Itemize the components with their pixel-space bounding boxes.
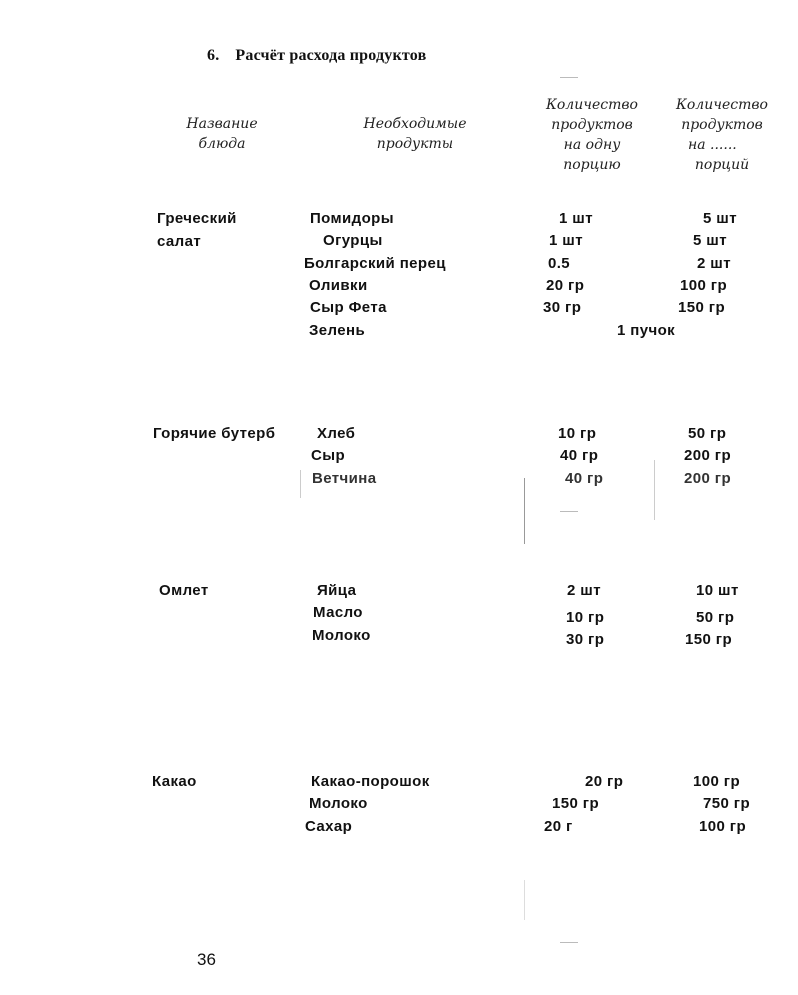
qty-one-portion: 10 гр xyxy=(558,425,597,442)
scan-mark xyxy=(300,470,301,498)
qty-n-portions: 750 гр xyxy=(703,795,751,812)
qty-one-portion: 1 шт xyxy=(559,210,593,227)
dish-name: Омлет xyxy=(159,582,209,599)
qty-one-portion: 1 шт xyxy=(549,232,583,249)
header-per-portion: Количество продуктов на одну порцию xyxy=(546,97,638,173)
qty-one-portion: 150 гр xyxy=(552,795,600,812)
product-name: Молоко xyxy=(309,795,368,812)
qty-n-portions: 100 гр xyxy=(699,818,747,835)
product-name: Сыр xyxy=(311,447,346,464)
qty-n-portions: 5 шт xyxy=(693,232,727,249)
product-name: Сыр Фета xyxy=(310,299,387,316)
scan-mark xyxy=(524,478,525,544)
dish-name: Какао xyxy=(152,773,197,790)
product-name: Зелень xyxy=(309,322,366,339)
qty-one-portion: 20 гр xyxy=(585,773,624,790)
qty-one-portion: 40 гр xyxy=(560,447,599,464)
product-name: Оливки xyxy=(309,277,368,294)
qty-n-portions: 2 шт xyxy=(697,255,731,272)
header-per-n-portions: Количество продуктов на ...... порций xyxy=(676,97,768,173)
qty-n-portions: 5 шт xyxy=(703,210,737,227)
product-name: Сахар xyxy=(305,818,353,835)
qty-n-portions: 200 гр xyxy=(684,470,732,487)
qty-n-portions: 150 гр xyxy=(678,299,726,316)
qty-one-portion: 30 гр xyxy=(566,631,605,648)
section-title: Расчёт расхода продуктов xyxy=(235,47,427,64)
qty-one-portion: 40 гр xyxy=(565,470,604,487)
header-dish: Название блюда xyxy=(186,116,258,152)
product-name: Яйца xyxy=(317,582,357,599)
header-products: Необходимые продукты xyxy=(363,116,467,152)
product-name: Масло xyxy=(313,604,363,621)
qty-one-portion: 30 гр xyxy=(543,299,582,316)
dish-name: Греческий xyxy=(157,210,237,227)
scan-mark xyxy=(560,942,578,943)
qty-one-portion: 20 гр xyxy=(546,277,585,294)
qty-one-portion: 2 шт xyxy=(567,582,601,599)
qty-combined: 1 пучок xyxy=(617,322,676,339)
dish-name: салат xyxy=(157,233,202,250)
qty-n-portions: 50 гр xyxy=(696,609,735,626)
qty-n-portions: 200 гр xyxy=(684,447,732,464)
scan-mark xyxy=(560,511,578,512)
section-heading xyxy=(207,47,426,65)
qty-n-portions: 100 гр xyxy=(680,277,728,294)
dish-name: Горячие бутерб xyxy=(153,425,276,442)
scan-mark xyxy=(524,880,525,920)
scan-mark xyxy=(654,460,655,520)
qty-n-portions: 50 гр xyxy=(688,425,727,442)
qty-n-portions: 150 гр xyxy=(685,631,733,648)
product-name: Помидоры xyxy=(310,210,394,227)
product-name: Огурцы xyxy=(323,232,383,249)
qty-one-portion: 10 гр xyxy=(566,609,605,626)
product-name: Хлеб xyxy=(317,425,356,442)
page-number: 36 xyxy=(197,950,216,969)
product-name: Болгарский перец xyxy=(304,255,446,272)
product-name: Какао-порошок xyxy=(311,773,430,790)
scan-mark xyxy=(560,77,578,78)
qty-n-portions: 100 гр xyxy=(693,773,741,790)
product-name: Молоко xyxy=(312,627,371,644)
section-number: 6. xyxy=(207,47,220,64)
qty-n-portions: 10 шт xyxy=(696,582,739,599)
product-name: Ветчина xyxy=(312,470,377,487)
qty-one-portion: 20 г xyxy=(544,818,573,835)
qty-one-portion: 0.5 xyxy=(548,255,571,272)
